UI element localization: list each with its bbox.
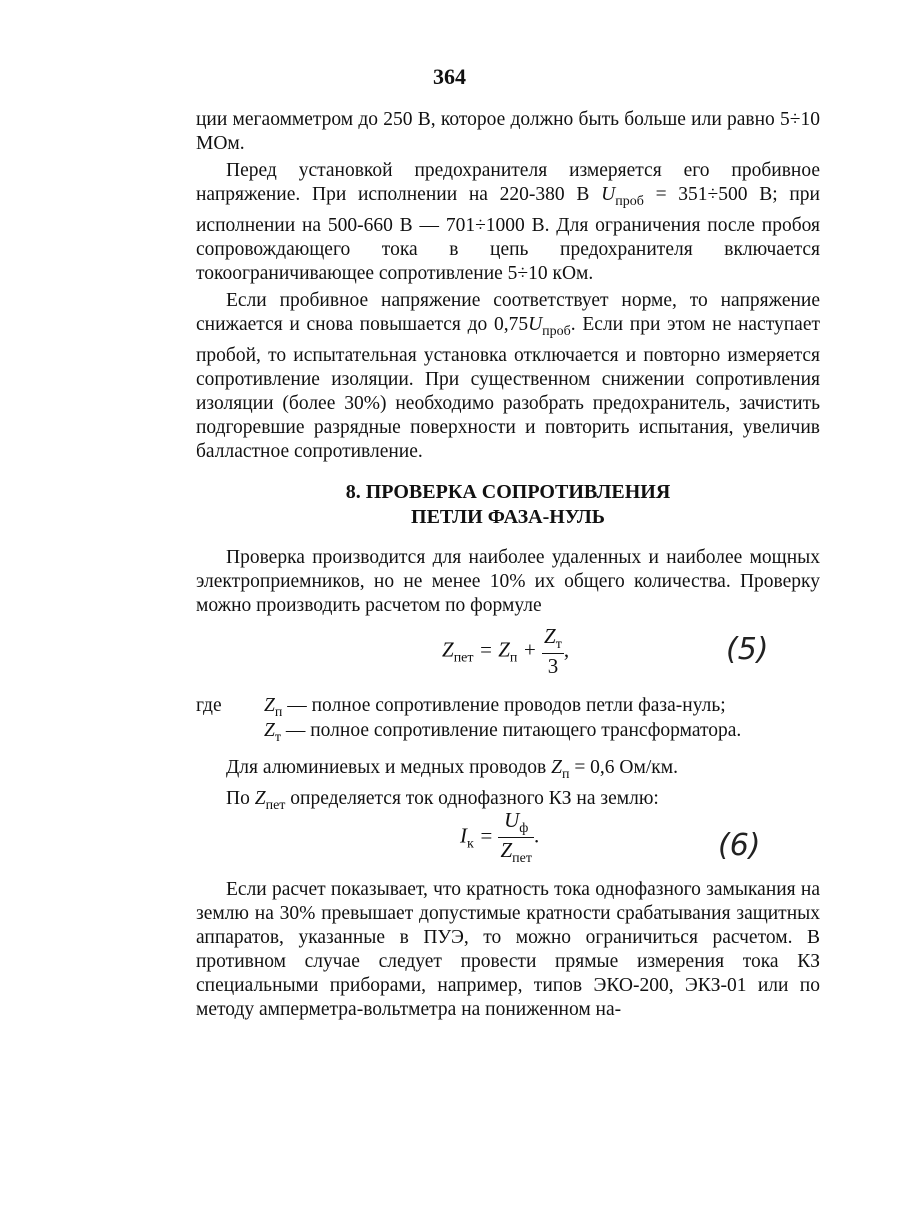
paragraph-7: Если расчет показывает, что кратность тока однофазного замыкания на землю на 30% превышает допустимые кратности срабатывания защитных аппаратов, указанные в ПУЭ, то можно ограничиться расчетом. В противном случае следует провести прямые измерения тока КЗ специальными приборами, например, типов ЭКО-200, ЭКЗ-01 или по методу амперметра-вольтметра на пониженном на- [196,879,820,1020]
body-text-top [196,108,820,464]
paragraph-3: Если пробивное напряжение соответствует норме, то напряжение снижается и снова повышается до $0,75U_{проб}$. Если при этом не наступает пробой, то испытательная установка отключается и повторно измеряется сопротивление изоляции. При существенном снижении сопротивления изоляции (более 30%) необходимо разобрать предохранитель, зачистить подгоревшие разрядные поверхности и повторить испытания, увеличив балластное сопротивление. [196,290,820,462]
paragraph-2: Перед установкой предохранителя измеряется его пробивное напряжение. При исполнении на 220-380 В $U_{проб} = 351\div 500$ В; при исполнении на 500-660 В — 701÷1000 В. Для ограничения после пробоя сопровождающего тока в цепь предохранителя включается токоограничивающее сопротивление 5÷10 кОм. [196,160,820,284]
formula-6: $I_к$ = $\frac{U_ф}{Z_{пет}}$ . [460,808,540,866]
paragraph-1: ции мегаомметром до 250 В, которое должно быть больше или равно 5÷10 МОм. [196,109,820,154]
equation-label-6: (6) [718,828,761,863]
heading-line-1: 8. ПРОВЕРКА СОПРОТИВЛЕНИЯ [345,481,671,503]
section-heading [196,480,820,530]
paragraph-4: Проверка производится для наиболее удаленных и наиболее мощных электроприемников, но не менее 10% их общего количества. Проверку можно производить расчетом по формуле [196,547,820,616]
equation-label-5: (5) [726,632,769,667]
definition-1: где $Z_п$ — полное сопротивление проводов петли фаза-нуль; [196,695,726,720]
heading-line-2: ПЕТЛИ ФАЗА-НУЛЬ [411,506,605,528]
definition-2: $Z_т$ — полное сопротивление питающего трансформатора. [264,720,742,745]
page-number: 364 [433,64,466,89]
paragraph-5: Для алюминиевых и медных проводов $Z_п = 0,6$ Ом/км. По $Z_{пет}$ определяется ток однофазного КЗ на землю: [226,757,678,813]
formula-5: $Z_{пет} = Z_п$ + $\frac{Z_т}{3}$ , [442,624,570,678]
